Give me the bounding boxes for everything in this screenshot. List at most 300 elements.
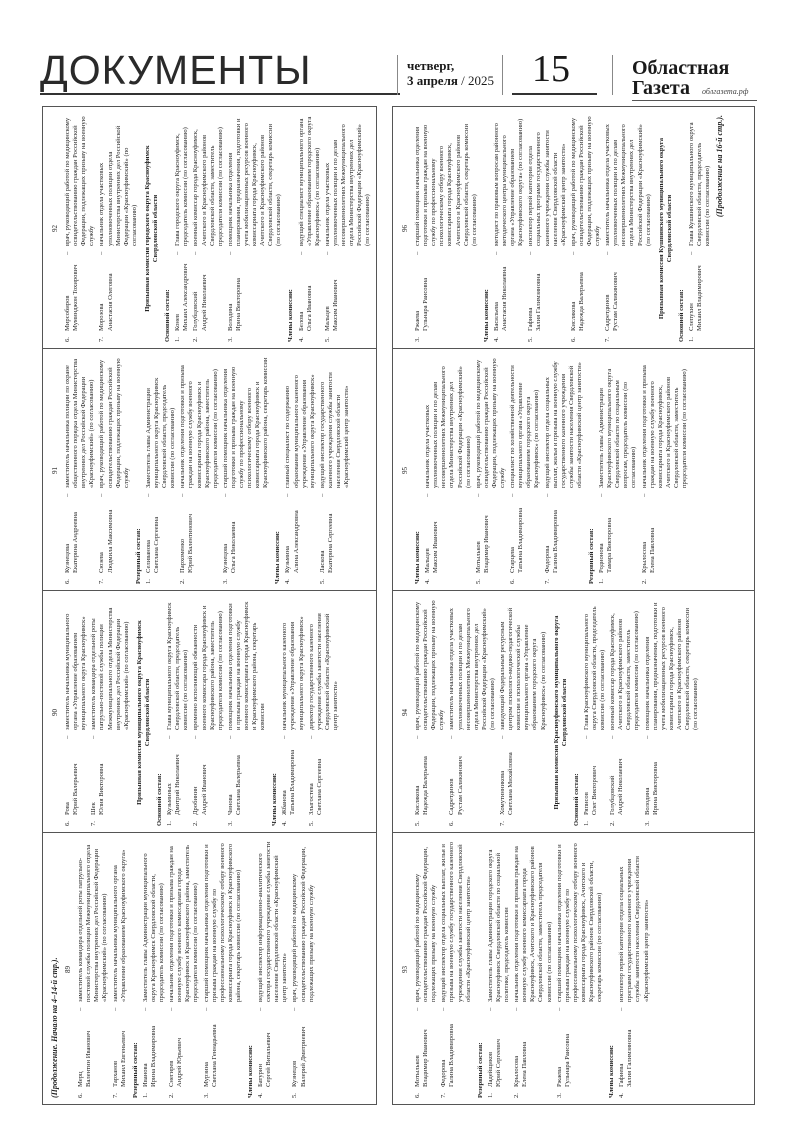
commission-heading: Призывная комиссия городского округа Красноуфимск Свердловской области (143, 145, 160, 312)
member-number: 6. (414, 1093, 422, 1098)
member-position-text: начальник отделения подготовки и призыва граждан на военную службу военного комиссариата города Красноуфимск, Ачитского и Красноуфимского районов Свердловской области, заместитель председателя комиссии (по согласованию) (513, 846, 553, 1002)
member-row (64, 599, 88, 826)
dash-mark: – (166, 735, 174, 739)
member-row (291, 841, 315, 1098)
member-number: 4. (257, 1093, 265, 1098)
document-page-number: 91 (51, 467, 59, 474)
member-position (64, 115, 96, 255)
member-row (641, 357, 690, 584)
member-name: Сюзева Людмила Максимовна (98, 509, 114, 573)
member-position (227, 115, 284, 255)
continuation-note: (Продолжение на 16-й стр.). (715, 115, 725, 218)
member-number: 3. (414, 337, 422, 342)
member-position-text: ведущий специалист муниципального органа «Управление образованием городского округа Красноуфимск» (по согласованию) (297, 116, 321, 246)
member-position-text: инспектор первой категории отдела социальных программ государственного казенного учреждения службы занятости населения Свердловской области «Красноуфимский центр занятости» (527, 130, 567, 246)
member-row (509, 357, 541, 584)
member-row (618, 841, 650, 1098)
member-number: 2. (609, 821, 617, 826)
member-position-text: заведующий Федеральным ресурсным центром психолого-медико-педагогической комиссии и психологической службы муниципального органа «Управление образованием городского округа Красноуфимск» (по согласованию) (499, 607, 547, 730)
member-position (192, 115, 224, 255)
member-number: 4. (281, 821, 289, 826)
dash-mark: – (192, 251, 200, 255)
member-position (179, 357, 219, 497)
member-number: 7. (98, 579, 106, 584)
document-page-number: 94 (401, 709, 409, 716)
member-position (166, 599, 190, 739)
member-name: Мальцев Максим Иванович (323, 279, 339, 331)
member-position-text: Глава Красноуфимского муниципального округа Свердловской области, председатель комиссии (по согласованию) (582, 606, 607, 730)
member-number: 5. (318, 579, 326, 584)
member-position-text: Заместитель главы Администрации Красноуфимского муниципального округа Свердловской области по социальным вопросам, председатель комиссии (по согласованию) (598, 368, 638, 488)
member-name: Садретдинов Рустам Саликянович (448, 756, 464, 815)
member-position-text: военный комиссар города Красноуфимск, Ачитского и Красноуфимского районов Свердловской области, заместитель председателя комиссии (по согласованию) (192, 127, 224, 246)
logo-line-1: Областная (632, 57, 730, 79)
dash-mark: – (202, 1007, 210, 1011)
member-number: 4. (492, 337, 500, 342)
dash-mark: – (688, 251, 695, 255)
member-position (570, 115, 602, 255)
section-heading: Члены комиссии: (287, 289, 295, 342)
document-frame (42, 832, 377, 1105)
member-row (598, 357, 638, 584)
member-position (90, 599, 130, 739)
member-position (77, 841, 109, 1011)
rotated-document (401, 115, 746, 342)
member-name: Голубцовский Андрей Николаевич (609, 758, 625, 815)
member-row (499, 599, 548, 826)
member-number: 1. (598, 579, 606, 584)
dash-mark: – (257, 1007, 265, 1011)
rotated-document (401, 357, 746, 584)
member-position-text: заместитель начальника муниципального органа «Управление образованием Красноуфимского округа» (111, 849, 127, 1002)
member-row (64, 115, 96, 342)
dash-mark: – (414, 1007, 422, 1011)
dash-mark: – (424, 493, 432, 497)
member-position-text: врач, руководящий работой по медицинскому освидетельствованию граждан Российской Федерации, подлежащих призыву на военную службу (291, 846, 315, 1002)
document-page-number: 95 (401, 467, 409, 474)
member-number: 2. (179, 579, 187, 584)
section-heading: Резервный состав: (476, 1042, 484, 1098)
dash-mark: – (598, 493, 606, 497)
dash-mark: – (141, 1007, 149, 1011)
member-row (609, 599, 641, 826)
member-row (284, 357, 316, 584)
member-number: 7. (499, 821, 507, 826)
member-row (583, 599, 607, 826)
member-row (493, 115, 525, 342)
member-position (168, 841, 200, 1011)
issue-weekday: четверг, (407, 58, 455, 73)
member-row (414, 841, 438, 1098)
rotated-document (51, 599, 368, 826)
member-number: 4. (424, 579, 432, 584)
member-row (527, 115, 567, 342)
member-position (281, 599, 305, 739)
member-row (544, 357, 584, 584)
member-name: Гафиева Залия Галимзяновна (618, 1029, 634, 1087)
member-name: Кузьминых Дмитрий Николаевич (166, 754, 182, 815)
member-number: 1. (141, 1093, 149, 1098)
member-name: Ржаева Гульнара Раисовна (414, 277, 430, 331)
dash-mark: – (297, 251, 305, 255)
member-number: 7. (440, 1093, 448, 1098)
member-row (112, 841, 128, 1098)
member-position-text: старший помощник начальника отделения подготовки и призыва граждан на военную службу по профессиональному психологическому отбору военного комиссариата города Красноуфимск и Красноуфимского района, секретарь комиссии (221, 357, 270, 488)
logo-line-2: Газета (632, 77, 690, 99)
dash-mark: – (513, 1007, 521, 1011)
member-row (424, 357, 473, 584)
member-row (98, 115, 138, 342)
member-position-text: инспектор первой категории отдела социальных программ государственного казенного учреждения службы занятости населения Свердловской области «Красноуфимский центр занятости» (618, 856, 650, 1002)
member-position-text: заместитель начальника отдела участковых уполномоченных полиции и по делам несовершеннолетних Межмуниципального отдела Министерства внутренних дел Российской Федерации «Красноуфимский» (по согласованию) (604, 124, 652, 246)
member-number: 4. (297, 337, 305, 342)
member-name: Старцева Татьяна Владимировна (509, 507, 525, 573)
member-position (556, 841, 605, 1011)
dash-mark: – (499, 735, 507, 739)
masthead-divider (397, 55, 398, 95)
member-position (448, 599, 497, 739)
member-number: 3. (555, 1093, 563, 1098)
member-row (179, 357, 219, 584)
member-name: Белова Ольга Ивановна (297, 285, 313, 331)
document-frame (42, 106, 377, 349)
member-position-text: начальник отделения подготовки и призыва граждан на военную службу военного комиссариата города Красноуфимск и Красноуфимского района, заместитель председателя комиссии (по согласованию) (168, 844, 200, 1002)
dash-mark: – (618, 1007, 626, 1011)
section-heading: Резервный состав: (587, 528, 595, 584)
member-position (424, 357, 473, 497)
member-position-text: врач, руководящий работой по медицинскому освидетельствованию граждан Российской Федерации, подлежащих призыву на военную службу (474, 358, 507, 488)
member-position-text: временно исполняющий обязанности военного комиссара города Красноуфимск и Красноуфимского района, заместитель председателя комиссии (по согласованию) (192, 605, 224, 730)
member-number: 1. (582, 821, 590, 826)
dash-mark: – (414, 735, 422, 739)
dash-mark: – (609, 735, 617, 739)
member-position (513, 841, 553, 1011)
member-name: Слепухин Михаил Владимирович (688, 265, 704, 331)
member-name: Ржаева Гульнара Раисовна (555, 1033, 571, 1087)
member-number: 7. (543, 579, 551, 584)
member-position (414, 841, 438, 1011)
member-position (142, 841, 166, 1011)
section-heading: Основной состав: (677, 289, 685, 342)
member-row (644, 599, 701, 826)
commission-heading: Призывная комиссия Красноуфимского муниципального округа Свердловской области (552, 615, 568, 810)
member-position (98, 357, 130, 497)
rotated-document (51, 115, 372, 342)
member-name: Рова Юрий Валерьевич (64, 763, 80, 815)
member-position (98, 115, 138, 255)
member-position (644, 599, 701, 739)
masthead-divider (612, 55, 613, 95)
member-row (77, 841, 109, 1098)
member-number: 5. (474, 579, 482, 584)
member-position-text: врач, руководящий работой по медицинскому освидетельствованию граждан Российской Федерации, подлежащих призыву на военную службу (414, 846, 438, 1002)
member-name: Мальцев Максим Иванович (424, 521, 440, 573)
section-heading: Основной состав: (156, 773, 164, 826)
dash-mark: – (582, 735, 590, 739)
member-name: Дробинин Андрей Иванович (192, 764, 208, 815)
member-name: Батурин Сергей Витальевич (257, 1032, 273, 1087)
dash-mark: – (323, 251, 331, 255)
member-row (570, 115, 602, 342)
dash-mark: – (226, 251, 234, 255)
dash-mark: – (509, 493, 517, 497)
member-number: 6. (64, 337, 72, 342)
member-position (227, 599, 267, 739)
member-name: Володина Ирина Викторовна (226, 278, 242, 331)
dash-mark: – (527, 251, 535, 255)
rotated-document (51, 357, 368, 584)
member-name: Конев Михаил Александрович (174, 263, 190, 331)
member-position-text: начальник отделения подготовки и призыва граждан на военную службу военного комиссариата города Красноуфимск и Красноуфимского района, заместитель председателя комиссии (по согласованию) (179, 365, 219, 488)
member-row (142, 841, 166, 1098)
member-row (604, 115, 653, 342)
member-position (527, 115, 567, 255)
newspaper-logo[interactable] (632, 57, 749, 99)
member-number: 7. (90, 821, 98, 826)
member-row (281, 599, 305, 826)
dash-mark: – (144, 493, 152, 497)
member-position (487, 841, 511, 1011)
member-name: Мотыльков Владимир Иванович (474, 515, 490, 573)
member-number: 3. (221, 579, 229, 584)
member-position-text: директор государственного казенного учреждения службы занятости населения Свердловской области «Красноуфимский центр занятости» (307, 613, 339, 730)
dash-mark: – (307, 735, 315, 739)
member-row (448, 599, 497, 826)
member-number: 3. (202, 1093, 210, 1098)
member-position-text: ведущий инспектор отдела социальных выплат, жилья и призыва на военную службу государственного казенного учреждения службы занятости населения Свердловской области «Красноуфимский центр занятости» (440, 841, 472, 1002)
dash-mark: – (414, 251, 422, 255)
member-number: 1. (166, 821, 174, 826)
member-position (64, 357, 96, 497)
dash-mark: – (281, 735, 289, 739)
member-number: 7. (98, 337, 106, 342)
dash-mark: – (98, 251, 106, 255)
commission-heading: Призывная комиссия Кушвинского муниципального округа Свердловской области (657, 137, 673, 320)
member-position-text: начальник отдела участковых уполномоченных полиции и по делам несовершеннолетних Межмуниципального отдела Министерства внутренних дел Российской Федерации «Красноуфимский» (по согласованию) (424, 366, 472, 488)
member-position (145, 357, 177, 497)
masthead (0, 0, 800, 100)
title-underline (40, 93, 400, 95)
member-row (513, 841, 553, 1098)
dash-mark: – (604, 251, 612, 255)
dash-mark: – (179, 493, 187, 497)
member-position-text: заместитель командира отдельной роты патрульно-постовой службы полиции Межмуниципального отдела Министерства внутренних дел Российской Федерации «Красноуфимский» (по согласованию) (77, 844, 109, 1002)
dash-mark: – (643, 735, 651, 739)
member-number: 3. (643, 821, 651, 826)
dash-mark: – (221, 493, 229, 497)
member-position-text: заместитель начальника полиции по охране общественного порядка отдела Министерства внутренних дел Российской Федерации «Красноуфимский» (по согласованию) (64, 358, 96, 488)
section-heading: Члены комиссии: (246, 1045, 254, 1098)
dash-mark: – (168, 1007, 176, 1011)
member-number: 6. (77, 1093, 85, 1098)
member-row (414, 115, 479, 342)
member-position (499, 599, 548, 739)
member-name: Иванова Ирина Владимировна (141, 1025, 157, 1087)
dash-mark: – (448, 735, 456, 739)
member-position (64, 599, 88, 739)
member-name: Злыгостева Светлана Сергеевна (307, 758, 323, 815)
member-name: Селиванова Светлана Сергеевна (144, 516, 161, 573)
member-position-text: методист по правовым вопросам районного методического центра муниципального органа «Управление образованием Красноуфимского округа» (по согласованию) (492, 118, 525, 246)
member-name: Кислякова Надежда Валерьевна (569, 272, 585, 331)
member-number: 3. (226, 821, 234, 826)
member-number: 5. (291, 1093, 299, 1098)
member-row (298, 115, 322, 342)
member-name: Федорова Галина Владимировна (440, 1024, 456, 1087)
member-name: Мотыльков Владимир Иванович (414, 1029, 430, 1087)
member-position-text: помощник начальника отделения планирования, предназначения, подготовки и учета мобилизационных ресурсов военного комиссариата города Красноуфимск, Ачитского и Красноуфимского районов Свердловской области, секретарь комиссии (по согласованию) (226, 118, 283, 246)
member-position-text: помощник начальника отделения подготовки и призыва граждан на военную службу военного комиссариата города Красноуфимск и Красноуфимского района, секретарь комиссии (226, 601, 267, 730)
member-position-text: врач, руководящий работой по медицинскому освидетельствованию граждан Российской Федерации, подлежащих призыву на военную службу (414, 600, 446, 730)
member-number: 7. (111, 1093, 119, 1098)
dash-mark: – (291, 1007, 299, 1011)
member-name: Крылосова Елена Павловна (640, 527, 656, 573)
member-name: Ряписов Олег Викторович (582, 765, 598, 815)
member-position (598, 357, 638, 497)
member-name: Чинова Светлана Валерьевна (226, 755, 242, 815)
member-number: 2. (192, 337, 200, 342)
member-name: Снегирев Андрей Юрьевич (168, 1037, 184, 1087)
member-number: 4. (284, 579, 292, 584)
member-position (604, 115, 653, 255)
member-position-text: врач, руководящий работой по медицинскому освидетельствованию граждан Российской Федерации, подлежащих призыву на военную службу (98, 358, 130, 488)
member-position (583, 599, 607, 739)
member-position (222, 357, 271, 497)
dash-mark: – (543, 493, 551, 497)
member-row (475, 357, 507, 584)
member-position-text: старший помощник начальника отделения подготовки и призыва граждан на военную службу по профессиональному психологическому отбору военного комиссариата города Красноуфимск, Ачитского и Красноуфимского районов Свердловской области, секретарь комиссии (по согласованию) (555, 843, 604, 1002)
member-position (475, 357, 507, 497)
member-position (544, 357, 584, 497)
member-number: 2. (168, 1093, 176, 1098)
member-position (203, 841, 243, 1011)
member-position-text: старший помощник начальника отделения подготовки и призыва граждан на военную службу по профессиональному психологическому отбору военного комиссариата города Красноуфимск и Красноуфимского района, секретарь комиссии (по согласованию) (202, 843, 242, 1002)
member-name: Гафиева Залия Галимзяновна (527, 273, 543, 331)
member-number: 1. (688, 337, 695, 342)
member-row (166, 599, 190, 826)
member-number: 6. (64, 821, 72, 826)
member-name: Родионова Тамара Викторовна (598, 517, 614, 573)
member-row (192, 115, 224, 342)
member-position (174, 115, 190, 255)
member-row (487, 841, 511, 1098)
member-position-text: ведущий инспектор государственного казенного учреждения службы занятости населения Свердловской области «Красноуфимский центр занятости» (318, 372, 351, 488)
logo-underline (632, 100, 757, 101)
member-number: 1. (174, 337, 182, 342)
member-position (493, 115, 525, 255)
member-row (174, 115, 190, 342)
section-heading: Члены комиссии: (274, 531, 282, 584)
member-position-text: заместитель начальника муниципального органа «Управление образованием муниципального округа Красноуфимск» (64, 613, 88, 730)
dash-mark: – (64, 251, 72, 255)
member-position-text: Глава Кушвинского муниципального округа Свердловской области, председатель комиссии (по согласованию) (688, 122, 712, 246)
member-position (192, 599, 224, 739)
member-position-text: Глава городского округа Красноуфимск, председатель комиссии (по согласованию) (174, 127, 190, 246)
member-row (222, 357, 271, 584)
issue-year: / 2025 (461, 73, 495, 88)
document-page-number: 96 (401, 225, 409, 232)
member-name: Тарханов Михаил Евгеньевич (111, 1030, 127, 1087)
dash-mark: – (318, 493, 326, 497)
member-name: Жбанова Татьяна Владимировна (281, 749, 297, 815)
member-row (227, 599, 267, 826)
member-row (168, 841, 200, 1098)
document-frame (42, 348, 377, 591)
member-name: Мирсобиров Муминджон Тохирович (64, 264, 80, 331)
member-number: 2. (513, 1093, 521, 1098)
member-name: Кузьмина Алина Александровна (284, 510, 300, 573)
site-link[interactable]: облгазета.рф (702, 87, 749, 96)
dash-mark: – (440, 1007, 448, 1011)
member-name: Крылосова Елена Павловна (513, 1041, 529, 1087)
member-number: 5. (414, 821, 422, 826)
member-number: 4. (618, 1093, 626, 1098)
member-position-text: ведущий инспектор информационно-аналитического сектора государственного учреждения службы занятости населения Свердловской области «Красноуфимский центр занятости» (257, 841, 289, 1002)
member-row (688, 115, 712, 342)
member-row (203, 841, 243, 1098)
member-row (98, 357, 130, 584)
member-position-text: врач, руководящий работой по медицинскому освидетельствованию граждан Российской Федерации, подлежащих призыву на военную службу (64, 116, 96, 246)
member-position-text: военный комиссар города Красноуфимск, Ачитского и Красноуфимского районов Свердловской области, заместитель председателя комиссии (по согласованию) (609, 611, 641, 730)
member-name: Садретдинов Рустам Саликянович (604, 272, 620, 331)
member-position (618, 841, 650, 1011)
rotated-document (51, 841, 368, 1098)
rotated-document (401, 599, 746, 826)
dash-mark: – (226, 735, 234, 739)
member-row (257, 841, 289, 1098)
document-frame (392, 106, 755, 349)
member-name: Кислякова Надежда Валерьевна (414, 756, 430, 815)
member-row (145, 357, 177, 584)
member-row (414, 599, 446, 826)
member-position (112, 841, 128, 1011)
section-heading: Резервный состав: (131, 1042, 139, 1098)
member-number: 7. (604, 337, 612, 342)
member-number: 5. (307, 821, 315, 826)
dash-mark: – (555, 1007, 563, 1011)
member-position (414, 599, 446, 739)
member-number: 5. (527, 337, 535, 342)
member-row (440, 841, 472, 1098)
member-position-text: специалист по хозяйственной деятельности муниципального органа «Управление образованием городского округа Красноуфимск» (по согласованию) (509, 365, 541, 488)
section-heading: Члены комиссии: (482, 289, 490, 342)
member-number: 2. (192, 821, 200, 826)
member-name: Ласкова Екатерина Сергеевна (318, 513, 334, 573)
member-row (556, 841, 605, 1098)
member-name: Пархоменко Юрий Валентинович (179, 513, 195, 573)
member-position-text: Заместитель главы Администрации муниципального округа Красноуфимск Свердловской области, председатель комиссии (по согласованию) (144, 377, 177, 488)
member-name: Федорова Галина Владимировна (543, 510, 559, 573)
member-number: 6. (509, 579, 517, 584)
dash-mark: – (492, 251, 500, 255)
member-position-text: заместитель командира отдельной роты патрульно-постовой службы полиции Межмуниципального отдела Министерства внутренних дел Российской Федерации «Красноуфимский» (по согласованию) (90, 607, 130, 730)
member-position-text: главный специалист по содержанию образования муниципального казенного учреждения «Управление образования муниципального округа Красноуфимск» (284, 374, 316, 488)
member-name: Володина Ирина Викторовна (643, 762, 659, 815)
document-page-number: 92 (51, 225, 59, 232)
dash-mark: – (192, 735, 200, 739)
section-heading: Члены комиссии: (608, 1045, 616, 1098)
dash-mark: – (111, 1007, 119, 1011)
dash-mark: – (98, 493, 106, 497)
section-heading: Резервный состав: (134, 528, 142, 584)
member-position (324, 115, 373, 255)
dash-mark: – (486, 1007, 494, 1011)
member-number: 5. (323, 337, 331, 342)
member-row (308, 599, 340, 826)
member-number: 3. (226, 337, 234, 342)
member-position (319, 357, 351, 497)
member-position (284, 357, 316, 497)
